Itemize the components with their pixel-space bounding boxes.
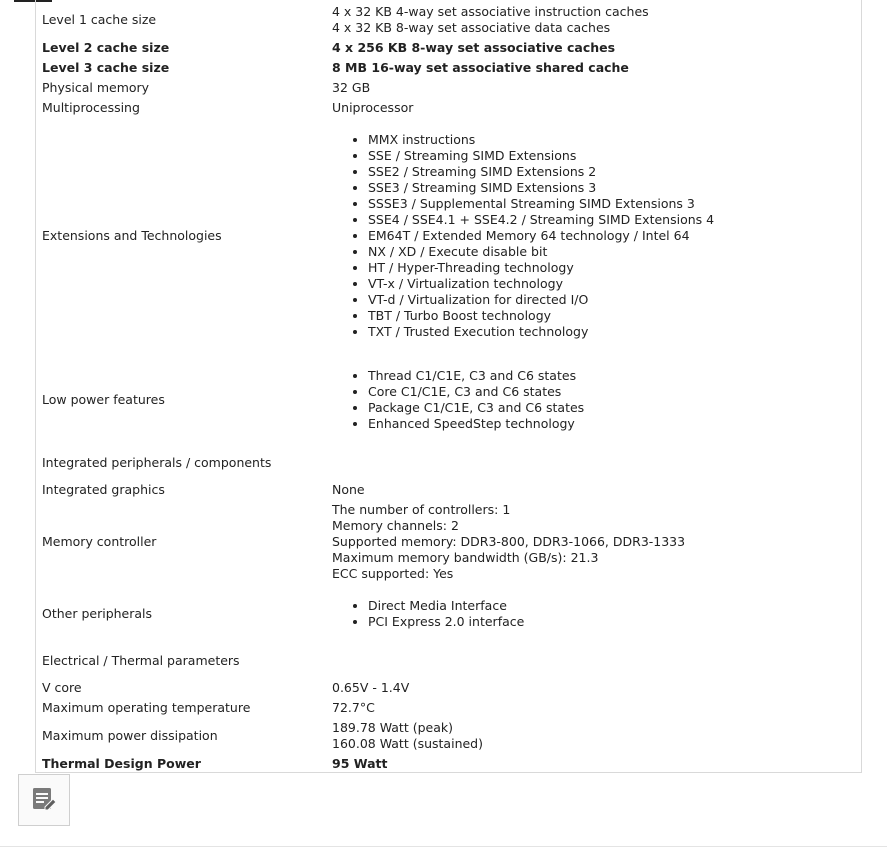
tdp-value: 95 Watt: [332, 756, 388, 771]
list-item: • SSSE3 / Supplemental Streaming SIMD Extensions 3: [368, 196, 714, 212]
list-item: • NX / XD / Execute disable bit: [368, 244, 714, 260]
list-item: • Thread C1/C1E, C3 and C6 states: [368, 368, 584, 384]
memory-controller-line: ECC supported: Yes: [332, 566, 454, 581]
memory-controller-line: Memory channels: 2: [332, 518, 459, 533]
l3-cache-label: Level 3 cache size: [42, 60, 170, 75]
edit-note-icon: [30, 785, 58, 816]
vcore-label: V core: [42, 680, 82, 695]
edit-button[interactable]: [18, 774, 70, 826]
list-item: • SSE / Streaming SIMD Extensions: [368, 148, 714, 164]
list-item: • HT / Hyper-Threading technology: [368, 260, 714, 276]
integrated-graphics-label: Integrated graphics: [42, 482, 165, 497]
list-item: • Core C1/C1E, C3 and C6 states: [368, 384, 584, 400]
low-power-list: [350, 368, 584, 432]
list-item: • VT-d / Virtualization for directed I/O: [368, 292, 714, 308]
max-temp-label: Maximum operating temperature: [42, 700, 251, 715]
other-peripherals-list: [350, 598, 524, 630]
memory-controller-line: The number of controllers: 1: [332, 502, 511, 517]
electrical-section-header: Electrical / Thermal parameters: [42, 653, 240, 668]
extensions-label: Extensions and Technologies: [42, 228, 222, 243]
memory-controller-line: Maximum memory bandwidth (GB/s): 21.3: [332, 550, 599, 565]
multiprocessing-value: Uniprocessor: [332, 100, 414, 115]
list-item: • SSE2 / Streaming SIMD Extensions 2: [368, 164, 714, 180]
physical-memory-value: 32 GB: [332, 80, 371, 95]
list-item: • Direct Media Interface: [368, 598, 524, 614]
physical-memory-label: Physical memory: [42, 80, 150, 95]
page-bottom-divider: [0, 846, 887, 847]
list-item: • MMX instructions: [368, 132, 714, 148]
low-power-label: Low power features: [42, 392, 165, 407]
multiprocessing-label: Multiprocessing: [42, 100, 140, 115]
l1-cache-value-2: 4 x 32 KB 8-way set associative data caches: [332, 20, 611, 35]
l1-cache-label: Level 1 cache size: [42, 12, 157, 27]
extensions-list: [350, 132, 714, 340]
tdp-label: Thermal Design Power: [42, 756, 201, 771]
max-temp-value: 72.7°C: [332, 700, 375, 715]
max-power-value-peak: 189.78 Watt (peak): [332, 720, 453, 735]
max-power-label: Maximum power dissipation: [42, 728, 218, 743]
list-item: • EM64T / Extended Memory 64 technology / Intel 64: [368, 228, 714, 244]
l2-cache-label: Level 2 cache size: [42, 40, 170, 55]
l1-cache-value-1: 4 x 32 KB 4-way set associative instruction caches: [332, 4, 649, 19]
list-item: • VT-x / Virtualization technology: [368, 276, 714, 292]
integrated-section-header: Integrated peripherals / components: [42, 455, 272, 470]
integrated-graphics-value: None: [332, 482, 365, 497]
other-peripherals-label: Other peripherals: [42, 606, 153, 621]
list-item: • Enhanced SpeedStep technology: [368, 416, 584, 432]
memory-controller-line: Supported memory: DDR3-800, DDR3-1066, DDR3-1333: [332, 534, 686, 549]
list-item: • TBT / Turbo Boost technology: [368, 308, 714, 324]
vcore-value: 0.65V - 1.4V: [332, 680, 410, 695]
list-item: • PCI Express 2.0 interface: [368, 614, 524, 630]
l2-cache-value: 4 x 256 KB 8-way set associative caches: [332, 40, 616, 55]
max-power-value-sustained: 160.08 Watt (sustained): [332, 736, 483, 751]
list-item: • SSE4 / SSE4.1 + SSE4.2 / Streaming SIMD Extensions 4: [368, 212, 714, 228]
list-item: • Package C1/C1E, C3 and C6 states: [368, 400, 584, 416]
l3-cache-value: 8 MB 16-way set associative shared cache: [332, 60, 629, 75]
list-item: • SSE3 / Streaming SIMD Extensions 3: [368, 180, 714, 196]
list-item: • TXT / Trusted Execution technology: [368, 324, 714, 340]
memory-controller-label: Memory controller: [42, 534, 157, 549]
